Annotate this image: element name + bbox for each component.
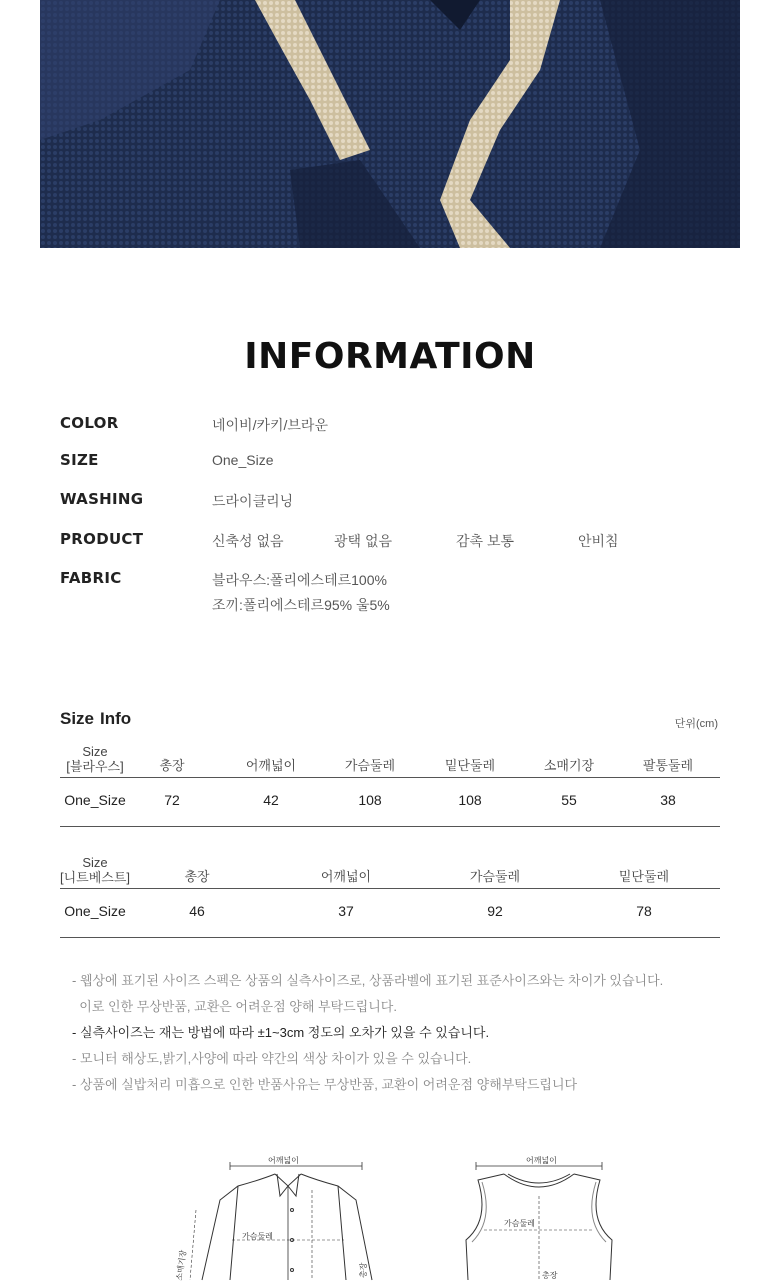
blouse-row-size: One_Size xyxy=(64,792,126,808)
size-info-title-b: Info xyxy=(100,709,132,728)
vest-row-hem: 78 xyxy=(636,903,652,919)
blouse-header-length: 총장 xyxy=(159,758,185,773)
vest-size-header-bottom: [니트베스트] xyxy=(60,870,131,885)
size-info-title-a: Size xyxy=(60,709,95,728)
vest-header-chest: 가슴둘레 xyxy=(469,869,521,884)
blouse-row-hem: 108 xyxy=(458,792,482,808)
washing-value: 드라이클리닝 xyxy=(212,493,294,509)
vest-header-shoulder: 어깨넓이 xyxy=(320,869,372,884)
blouse-chest-label: 가슴둘레 xyxy=(242,1232,273,1241)
fabric-label: FABRIC xyxy=(60,569,122,587)
blouse-row-shoulder: 42 xyxy=(263,792,279,808)
vest-diagram xyxy=(460,1150,620,1285)
note-2: - 실측사이즈는 재는 방법에 따라 ±1~3cm 정도의 오차가 있을 수 있습니다. xyxy=(72,1025,490,1040)
size-info-title xyxy=(60,709,131,729)
vest-row-size: One_Size xyxy=(64,903,126,919)
vest-shoulder-label: 어깨넓이 xyxy=(526,1156,557,1165)
product-texture: 감촉 보통 xyxy=(456,533,514,549)
vest-size-header xyxy=(60,855,130,885)
blouse-length-label: 총장 xyxy=(359,1262,368,1278)
color-value: 네이비/카키/브라운 xyxy=(212,417,328,433)
vest-header-hem: 밑단둘레 xyxy=(618,869,670,884)
info-row-color xyxy=(0,414,780,438)
product-gloss: 광택 없음 xyxy=(334,533,392,549)
blouse-row-sleeve: 55 xyxy=(561,792,577,808)
blouse-size-header-bottom: [블라우스] xyxy=(66,759,124,774)
product-photo xyxy=(40,0,740,248)
info-row-product xyxy=(0,530,780,554)
vest-size-header-top: Size xyxy=(82,855,108,870)
blouse-size-table xyxy=(60,742,720,828)
information-heading: INFORMATION xyxy=(244,336,536,377)
vest-diagram-drawing xyxy=(460,1150,620,1280)
vest-header-rule xyxy=(60,888,720,889)
unit-label: 단위(cm) xyxy=(674,718,718,730)
vest-header-length: 총장 xyxy=(184,869,210,884)
washing-label: WASHING xyxy=(60,490,144,508)
vest-row-shoulder: 37 xyxy=(338,903,354,919)
vest-length-label: 총장 xyxy=(542,1271,558,1280)
info-row-size xyxy=(0,451,780,475)
product-transparency: 안비침 xyxy=(578,533,619,549)
blouse-row-chest: 108 xyxy=(358,792,382,808)
blouse-row-length: 72 xyxy=(164,792,180,808)
vest-bottom-rule xyxy=(60,937,720,938)
product-label: PRODUCT xyxy=(60,530,144,548)
vest-row-length: 46 xyxy=(189,903,205,919)
vest-chest-label: 가슴둘레 xyxy=(504,1219,535,1228)
knit-texture-image xyxy=(40,0,740,248)
blouse-header-chest: 가슴둘레 xyxy=(344,758,396,773)
size-value: One_Size xyxy=(212,452,274,468)
blouse-diagram xyxy=(174,1150,380,1285)
blouse-header-rule xyxy=(60,777,720,778)
note-3: - 모니터 해상도,밝기,사양에 따라 약간의 색상 차이가 있을 수 있습니다. xyxy=(72,1051,472,1066)
blouse-diagram-drawing xyxy=(174,1150,380,1282)
note-1-cont: 이로 인한 무상반품, 교환은 어려운점 양해 부탁드립니다. xyxy=(72,999,397,1014)
note-4: - 상품에 실밥처리 미흡으로 인한 반품사유는 무상반품, 교환이 어려운점 양해부탁드립니다 xyxy=(72,1077,578,1092)
fabric-vest: 조끼:폴리에스테르95% 울5% xyxy=(212,597,390,613)
vest-row-chest: 92 xyxy=(487,903,503,919)
blouse-size-header-top: Size xyxy=(82,744,108,759)
blouse-bottom-rule xyxy=(60,826,720,827)
note-1: - 웹상에 표기된 사이즈 스펙은 상품의 실측사이즈로, 상품라벨에 표기된 표준사이즈와는 차이가 있습니다. xyxy=(72,973,664,988)
info-row-washing xyxy=(0,490,780,514)
size-label: SIZE xyxy=(60,451,99,469)
blouse-sleeve-label: 소매기장 xyxy=(174,1249,188,1282)
blouse-header-shoulder: 어깨넓이 xyxy=(245,758,297,773)
blouse-size-header xyxy=(60,744,130,774)
blouse-header-arm: 팔통둘레 xyxy=(642,758,694,773)
fabric-blouse: 블라우스:폴리에스테르100% xyxy=(212,572,387,588)
blouse-header-hem: 밑단둘레 xyxy=(444,758,496,773)
blouse-header-sleeve: 소매기장 xyxy=(543,758,595,773)
vest-size-table xyxy=(60,853,720,939)
info-row-fabric xyxy=(0,569,780,619)
product-stretch: 신축성 없음 xyxy=(212,533,284,549)
blouse-shoulder-label: 어깨넓이 xyxy=(268,1156,299,1165)
color-label: COLOR xyxy=(60,414,119,432)
blouse-row-arm: 38 xyxy=(660,792,676,808)
